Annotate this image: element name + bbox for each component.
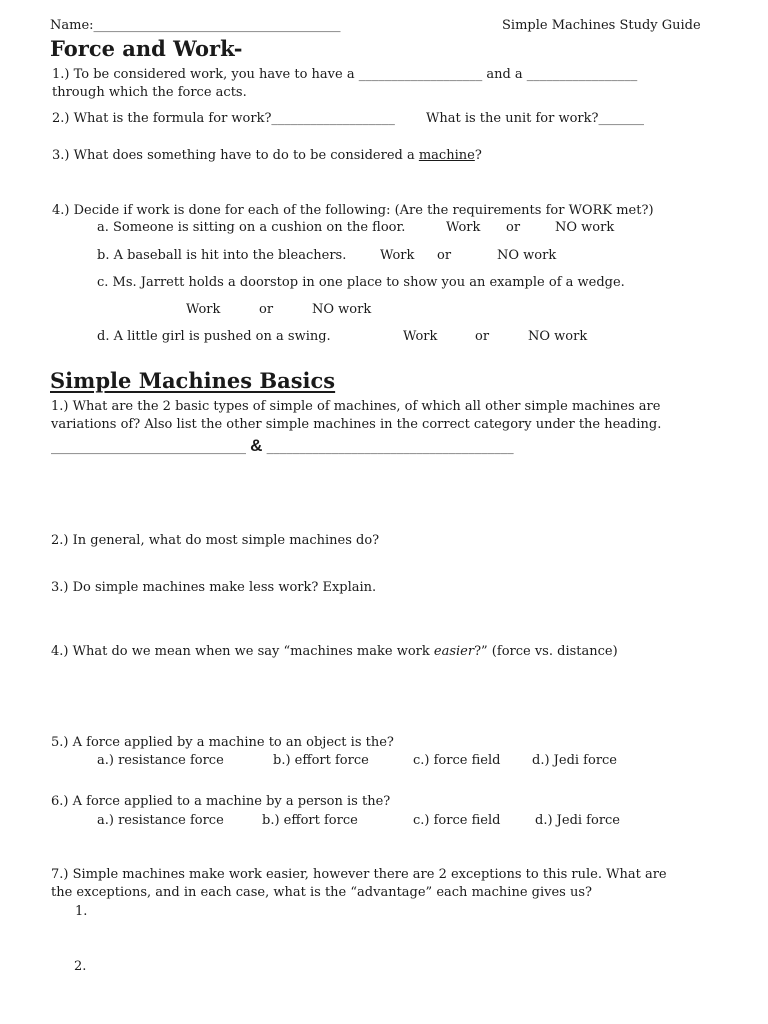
fw-q4c-or: or — [259, 302, 274, 317]
basics-question-2: 2.) In general, what do most simple machines do? — [51, 533, 380, 548]
basics-q4-suffix: ?” (force vs. distance) — [474, 644, 618, 659]
fw-q4c-statement: c. Ms. Jarrett holds a doorstop in one place to show you an example of a wedge. — [97, 275, 625, 290]
basics-q1-answer-line — [51, 437, 514, 456]
fw-q4d-no-work: NO work — [528, 329, 588, 344]
fw-question-2-unit: What is the unit for work?_______ — [426, 111, 644, 126]
guide-title: Simple Machines Study Guide — [502, 18, 701, 33]
q7-item-2: 2. — [74, 959, 87, 974]
basics-q4-easier: easier — [433, 644, 475, 659]
fw-q4b-or: or — [437, 248, 452, 263]
q6-choice-d: d.) Jedi force — [535, 813, 621, 828]
fw-q3-suffix: ? — [474, 148, 482, 163]
q7-item-1: 1. — [75, 904, 88, 919]
fw-q4c-work: Work — [186, 302, 221, 317]
fw-question-1-line-2: through which the force acts. — [52, 85, 247, 100]
fw-q4d-work: Work — [403, 329, 438, 344]
fw-q3-prefix: 3.) What does something have to do to be considered a — [52, 148, 419, 163]
basics-question-5: 5.) A force applied by a machine to an object is the? — [51, 735, 394, 750]
basics-question-6: 6.) A force applied to a machine by a person is the? — [51, 794, 391, 809]
fw-q4a-statement: a. Someone is sitting on a cushion on the floor. — [97, 220, 406, 235]
fw-q4a-work: Work — [446, 220, 481, 235]
fw-question-4-intro: 4.) Decide if work is done for each of the following: (Are the requirements for WORK met?) — [52, 203, 654, 218]
basics-question-7-line-2: the exceptions, and in each case, what is the “advantage” each machine gives us? — [51, 885, 592, 900]
basics-question-1-line-1: 1.) What are the 2 basic types of simple of machines, of which all other simple machines are — [51, 399, 661, 414]
q5-choice-a: a.) resistance force — [97, 753, 224, 768]
fw-question-2-formula: 2.) What is the formula for work?___________________ — [52, 111, 395, 126]
fw-question-1-line-1: 1.) To be considered work, you have to have a ___________________ and a _________________ — [52, 67, 638, 82]
fw-q4d-statement: d. A little girl is pushed on a swing. — [97, 329, 331, 344]
basics-q1-blank-left: ______________________________ — [51, 440, 246, 455]
basics-question-1-line-2: variations of? Also list the other simple machines in the correct category under the heading. — [51, 417, 662, 432]
basics-q1-blank-right: ______________________________________ — [266, 440, 514, 455]
fw-question-3 — [52, 147, 482, 164]
basics-q4-prefix: 4.) What do we mean when we say “machines make work — [51, 644, 434, 659]
fw-q4b-statement: b. A baseball is hit into the bleachers. — [97, 248, 347, 263]
basics-question-4 — [51, 643, 618, 660]
fw-q4d-or: or — [475, 329, 490, 344]
fw-q4b-no-work: NO work — [497, 248, 557, 263]
fw-q4a-no-work: NO work — [555, 220, 615, 235]
q5-choice-b: b.) effort force — [273, 753, 369, 768]
basics-question-3: 3.) Do simple machines make less work? Explain. — [51, 580, 377, 595]
q6-choice-b: b.) effort force — [262, 813, 358, 828]
fw-q4b-work: Work — [380, 248, 415, 263]
fw-q3-machine-word: machine — [418, 148, 475, 163]
q5-choice-d: d.) Jedi force — [532, 753, 618, 768]
section-heading-force-work: Force and Work- — [50, 36, 243, 61]
section-heading-basics: Simple Machines Basics — [50, 368, 336, 393]
basics-question-7-line-1: 7.) Simple machines make work easier, however there are 2 exceptions to this rule. What are — [51, 867, 667, 882]
q6-choice-c: c.) force field — [413, 813, 501, 828]
fw-q4a-or: or — [506, 220, 521, 235]
q5-choice-c: c.) force field — [413, 753, 501, 768]
fw-q4c-no-work: NO work — [312, 302, 372, 317]
q6-choice-a: a.) resistance force — [97, 813, 224, 828]
ampersand: & — [250, 436, 263, 455]
name-field-label: Name:______________________________________ — [50, 18, 341, 33]
